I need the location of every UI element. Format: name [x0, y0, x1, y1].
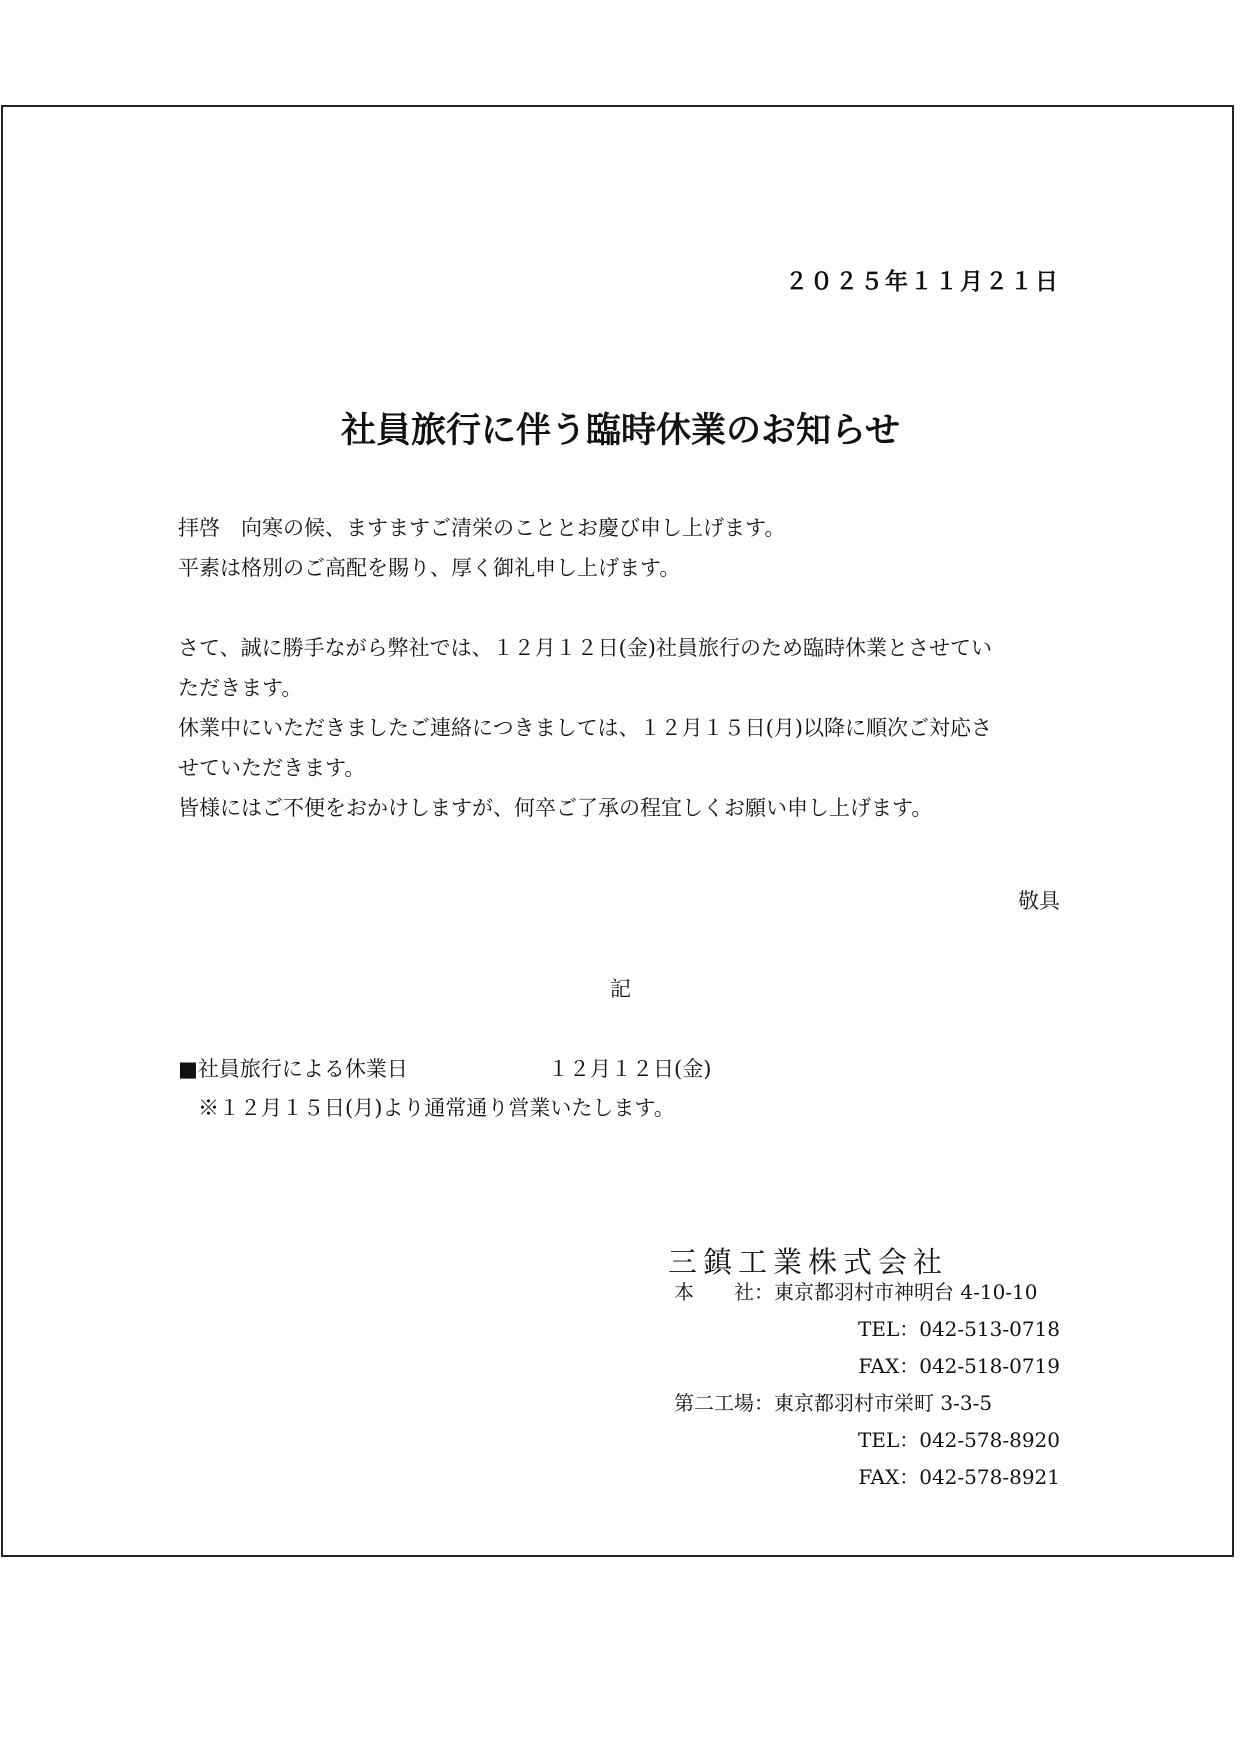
- hq-tel: TEL：042-513-0718: [858, 1317, 1060, 1341]
- body-line-3: 皆様にはご不便をおかけしますが、何卒ご了承の程宜しくお願い申し上げます。: [178, 796, 933, 820]
- plant-tel: TEL：042-578-8920: [858, 1428, 1060, 1452]
- hq-fax: FAX：042-518-0719: [858, 1354, 1060, 1378]
- ki-heading: 記: [610, 977, 631, 1001]
- closing-word: 敬具: [1018, 889, 1060, 913]
- paragraph-gap: [178, 588, 1063, 628]
- holiday-note: ※１２月１５日(月)より通常通り営業いたします。: [198, 1096, 675, 1120]
- hq-address: 本 社：東京都羽村市神明台 4-10-10: [674, 1280, 1038, 1304]
- holiday-date: １２月１２日(金): [548, 1057, 712, 1081]
- body-line-2a: 休業中にいただきましたご連絡につきましては、１２月１５日(月)以降に順次ご対応さ: [178, 716, 992, 740]
- body-line-1b: ただきます。: [178, 676, 303, 700]
- notice-title: 社員旅行に伴う臨時休業のお知らせ: [341, 410, 900, 451]
- plant-fax: FAX：042-578-8921: [858, 1465, 1060, 1489]
- body-line-2b: せていただきます。: [178, 756, 366, 780]
- greeting-line-2: 平素は格別のご高配を賜り、厚く御礼申し上げます。: [178, 556, 681, 580]
- body-line-1a: さて、誠に勝手ながら弊社では、１２月１２日(金)社員旅行のため臨時休業とさせてい: [178, 636, 992, 660]
- greeting-line-1: 拝啓 向寒の候、ますますご清栄のこととお慶び申し上げます。: [178, 516, 786, 540]
- plant-address: 第二工場：東京都羽村市栄町 3-3-5: [674, 1391, 993, 1415]
- company-name: 三鎮工業株式会社: [668, 1245, 949, 1279]
- holiday-row: [178, 1053, 711, 1083]
- holiday-label: ■社員旅行による休業日: [178, 1057, 408, 1081]
- issue-date: ２０２５年１１月２１日: [785, 268, 1060, 295]
- notice-body: [178, 508, 1063, 828]
